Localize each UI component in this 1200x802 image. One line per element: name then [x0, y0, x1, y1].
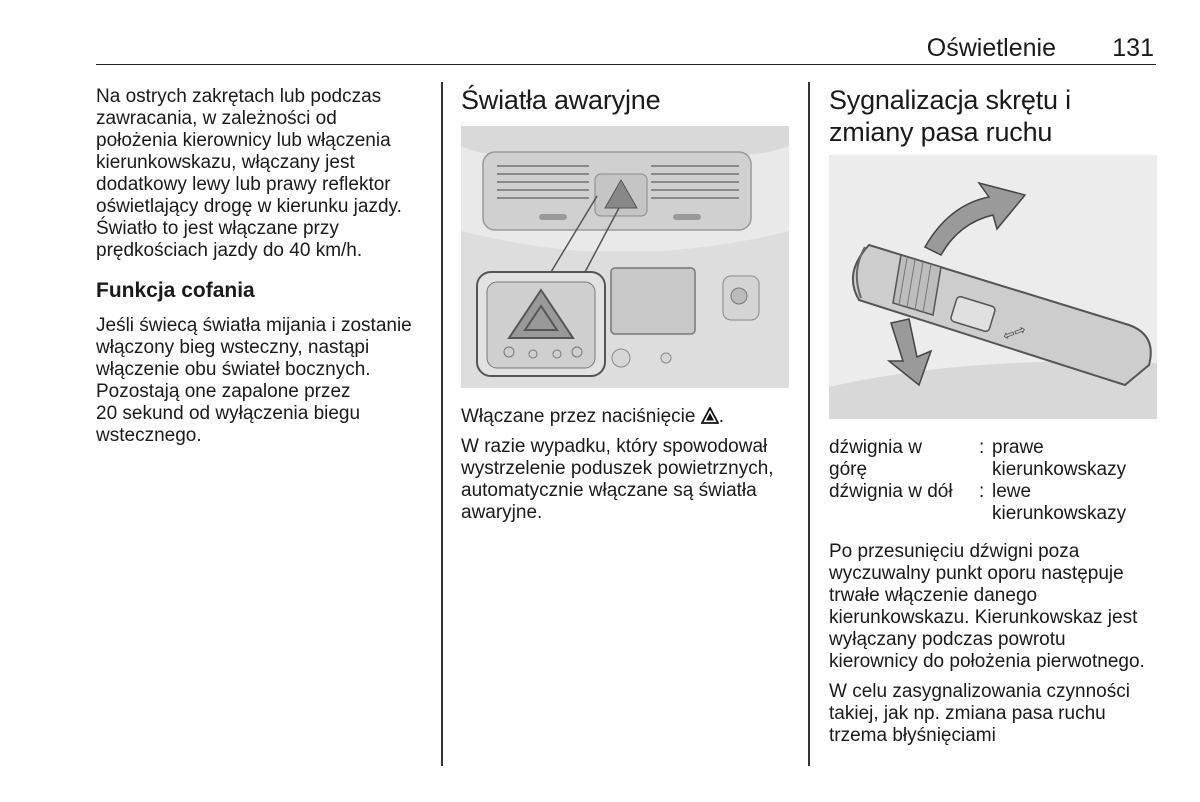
- turn-signal-lever-figure: [829, 155, 1157, 419]
- hazard-caption: Włączane przez naciśnięcie .: [461, 406, 791, 430]
- turn-signal-title: Sygnalizacja skrętu i zmiany pasa ruchu: [829, 85, 1071, 147]
- column-2-text: [461, 406, 791, 524]
- reverse-function-paragraph: Jeśli świecą światła mijania i zostanie włączony bieg wsteczny, nastąpi włączenie obu świateł bocznych. Pozostają one zapalone przez 20 sekund od wyłączenia biegu wstecznego.: [96, 315, 412, 446]
- lever-definitions: dźwignia w górę : prawe kierunkowskazy dźwignia w dół : lewe kierunkowskazy: [829, 437, 1127, 524]
- hazard-paragraph: W razie wypadku, który spowodował wystrzelenie poduszek powietrznych, automatycznie włączane są światła awaryjne.: [461, 436, 774, 523]
- page-number: 131: [1112, 34, 1154, 62]
- column-2: [461, 84, 791, 116]
- section-title: Oświetlenie: [926, 34, 1056, 62]
- reverse-function-heading: Funkcja cofania: [96, 279, 255, 302]
- hazard-switch-figure: [461, 126, 789, 388]
- svg-text:⇦⇨: ⇦⇨: [1000, 321, 1029, 345]
- turn-signal-paragraph-2: W celu zasygnalizowania czynności takiej, jak np. zmiana pasa ruchu trzema błyśnięciami: [829, 681, 1130, 746]
- column-divider-2: [808, 82, 810, 766]
- hazard-lights-title: Światła awaryjne: [461, 85, 661, 115]
- page-header: [96, 34, 1156, 65]
- column-divider-1: [441, 82, 443, 766]
- column-3: [829, 84, 1159, 148]
- column-1: [96, 86, 431, 447]
- column-3-text: [829, 541, 1169, 747]
- hazard-triangle-icon: [701, 407, 719, 430]
- intro-paragraph: Na ostrych zakrętach lub podczas zawracania, w zależności od położenia kierownicy lub włączenia kierunkowskazu, włączany jest dodatkowy lewy lub prawy reflektor oświetlający drogę w kierunku jazdy. Światło to jest włączane przy prędkościach jazdy do 40 km/h.: [96, 86, 402, 261]
- turn-signal-paragraph-1: Po przesunięciu dźwigni poza wyczuwalny punkt oporu następuje trwałe włączenie danego kierunkowskazu. Kierunkowskaz jest wyłączany podczas powrotu kierownicy do położenia pierwotnego.: [829, 541, 1145, 672]
